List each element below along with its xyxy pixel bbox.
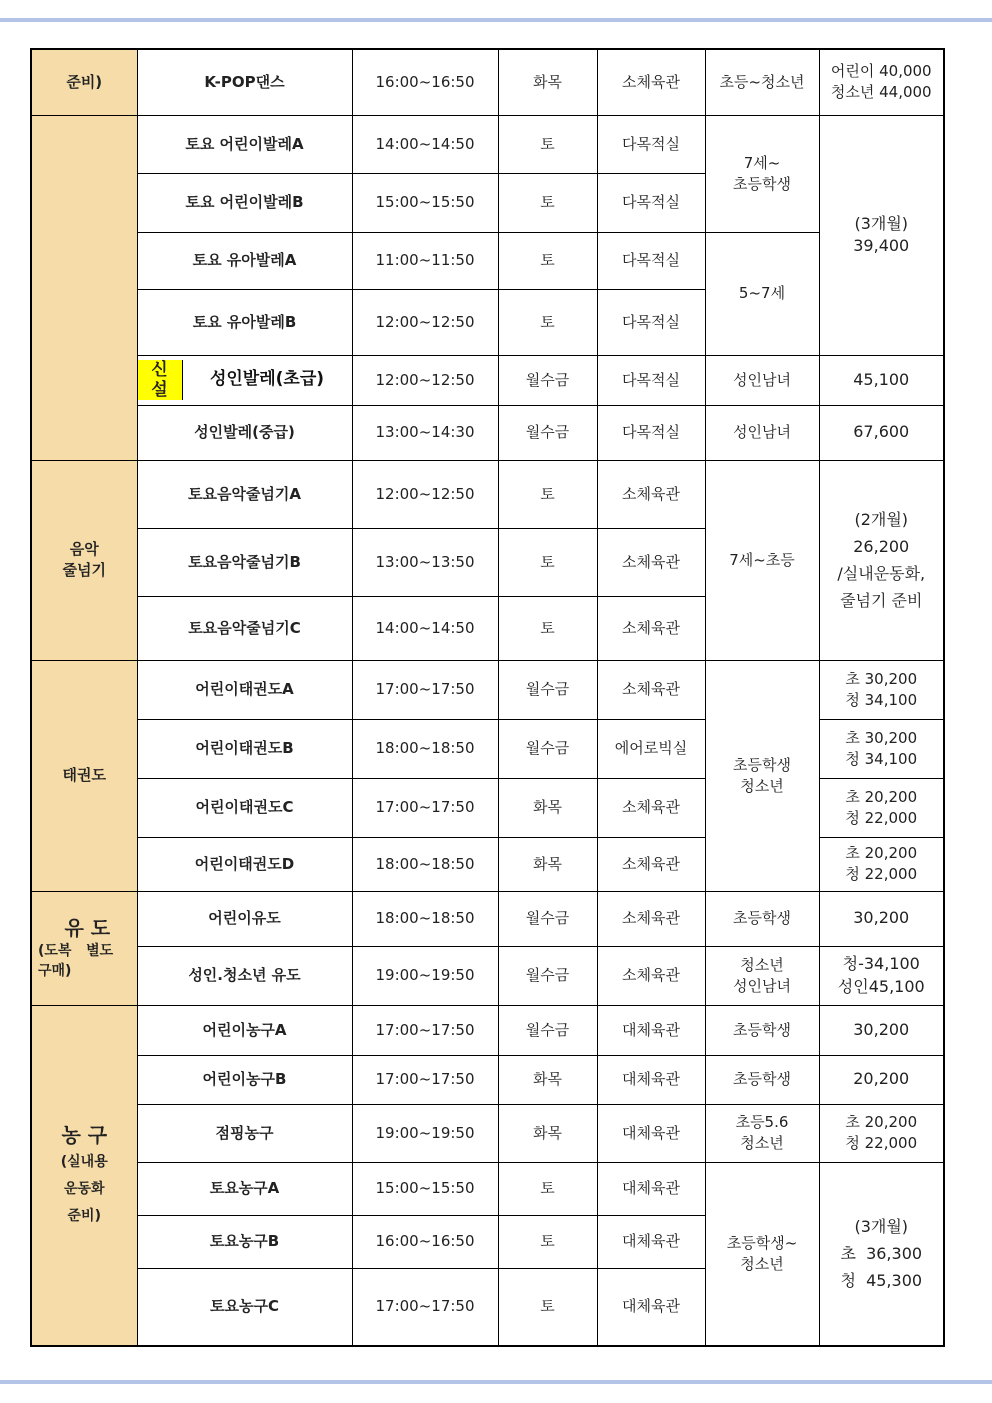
table-row	[31, 115, 944, 173]
target-line: 7세~	[743, 153, 781, 172]
table-row	[31, 232, 944, 289]
fee-cell: 45,100	[819, 355, 944, 405]
table-row	[31, 1162, 944, 1215]
program-name: 어린이태권도B	[137, 719, 352, 778]
day-cell: 월수금	[498, 946, 597, 1005]
category-cell: 태권도	[31, 660, 137, 891]
program-name: 성인발레(중급)	[137, 405, 352, 460]
target-line: 초등학생	[733, 174, 791, 193]
day-cell: 토	[498, 460, 597, 528]
time-cell: 17:00~17:50	[352, 778, 498, 837]
program-name: 토요농구A	[137, 1162, 352, 1215]
place-cell: 대체육관	[597, 1162, 705, 1215]
time-cell: 17:00~17:50	[352, 1055, 498, 1104]
table-row	[31, 355, 944, 405]
place-cell: 소체육관	[597, 946, 705, 1005]
program-schedule-table	[30, 48, 945, 1347]
day-cell: 토	[498, 289, 597, 355]
time-cell: 19:00~19:50	[352, 1104, 498, 1162]
category-line: (실내용	[60, 1154, 108, 1171]
place-cell: 다목적실	[597, 115, 705, 173]
day-cell: 월수금	[498, 1005, 597, 1055]
program-name: 어린이유도	[137, 891, 352, 946]
fee-line: 청 45,300	[840, 1271, 923, 1291]
time-cell: 12:00~12:50	[352, 460, 498, 528]
place-cell: 소체육관	[597, 778, 705, 837]
day-cell: 화목	[498, 49, 597, 115]
place-cell: 다목적실	[597, 289, 705, 355]
place-cell: 에어로빅실	[597, 719, 705, 778]
category-line: 준비)	[67, 1207, 101, 1224]
new-badge-char: 신	[151, 359, 168, 380]
place-cell: 대체육관	[597, 1104, 705, 1162]
time-cell: 13:00~14:30	[352, 405, 498, 460]
fee-cell: 20,200	[819, 1055, 944, 1104]
day-cell: 월수금	[498, 891, 597, 946]
target-line: 청소년	[740, 1134, 784, 1152]
day-cell: 토	[498, 596, 597, 660]
day-cell: 월수금	[498, 719, 597, 778]
place-cell: 소체육관	[597, 460, 705, 528]
target-line: 성인남녀	[733, 976, 791, 995]
category-cell	[31, 891, 137, 1005]
new-badge	[138, 360, 183, 401]
day-cell: 화목	[498, 778, 597, 837]
time-cell: 14:00~14:50	[352, 115, 498, 173]
day-cell: 토	[498, 173, 597, 232]
target-line: 청소년	[740, 1254, 784, 1273]
place-cell: 소체육관	[597, 528, 705, 596]
place-cell: 대체육관	[597, 1055, 705, 1104]
program-name: 성인.청소년 유도	[137, 946, 352, 1005]
target-cell: 성인남녀	[705, 355, 819, 405]
fee-cell	[819, 778, 944, 837]
table-row	[31, 1055, 944, 1104]
fee-cell	[819, 660, 944, 719]
place-cell: 대체육관	[597, 1005, 705, 1055]
page-frame-bottom	[0, 1380, 992, 1384]
time-cell: 12:00~12:50	[352, 355, 498, 405]
place-cell: 소체육관	[597, 660, 705, 719]
time-cell: 14:00~14:50	[352, 596, 498, 660]
category-cell-ballet	[31, 115, 137, 460]
category-line: (도복 별도	[38, 943, 114, 960]
fee-line: 39,400	[853, 236, 910, 255]
table-row	[31, 1005, 944, 1055]
program-name: 토요 유아발레B	[137, 289, 352, 355]
program-name: 어린이태권도C	[137, 778, 352, 837]
time-cell: 16:00~16:50	[352, 49, 498, 115]
category-line: 줄넘기	[62, 561, 106, 579]
category-line: 운동화	[63, 1180, 105, 1197]
table-row	[31, 946, 944, 1005]
table-row	[31, 1104, 944, 1162]
program-name: K-POP댄스	[137, 49, 352, 115]
fee-line: 청소년 44,000	[830, 83, 932, 102]
place-cell: 다목적실	[597, 232, 705, 289]
target-line: 초등학생	[733, 755, 791, 774]
day-cell: 토	[498, 1268, 597, 1346]
table-row	[31, 891, 944, 946]
target-cell	[705, 1104, 819, 1162]
category-line: 유 도	[64, 916, 111, 941]
target-cell	[705, 946, 819, 1005]
fee-cell	[819, 719, 944, 778]
target-line: 초등5.6	[735, 1113, 789, 1131]
target-cell: 초등학생	[705, 1055, 819, 1104]
target-cell	[705, 660, 819, 891]
program-name: 토요 어린이발레B	[137, 173, 352, 232]
place-cell: 다목적실	[597, 405, 705, 460]
day-cell: 화목	[498, 837, 597, 891]
program-name: 점핑농구	[137, 1104, 352, 1162]
time-cell: 17:00~17:50	[352, 1268, 498, 1346]
fee-line: 초 30,200	[845, 669, 918, 688]
fee-line: 초 20,200	[845, 844, 918, 862]
time-cell: 17:00~17:50	[352, 660, 498, 719]
fee-line: 초 20,200	[845, 787, 918, 806]
fee-line: 초 36,300	[840, 1244, 923, 1264]
time-cell: 19:00~19:50	[352, 946, 498, 1005]
target-line: 청소년	[740, 955, 784, 974]
day-cell: 토	[498, 528, 597, 596]
program-name: 토요음악줄넘기B	[137, 528, 352, 596]
fee-line: /실내운동화,	[837, 564, 926, 583]
target-cell: 초등학생	[705, 1005, 819, 1055]
fee-cell	[819, 1104, 944, 1162]
place-cell: 소체육관	[597, 596, 705, 660]
target-line: 초등학생~	[726, 1233, 798, 1252]
program-name-cell	[137, 355, 352, 405]
fee-line: 청 22,000	[845, 865, 918, 883]
fee-cell: 30,200	[819, 1005, 944, 1055]
place-cell: 대체육관	[597, 1215, 705, 1268]
day-cell: 월수금	[498, 660, 597, 719]
fee-line: (3개월)	[854, 213, 909, 233]
day-cell: 토	[498, 115, 597, 173]
fee-line: 청 22,000	[845, 1134, 918, 1152]
place-cell: 소체육관	[597, 891, 705, 946]
fee-cell	[819, 837, 944, 891]
day-cell: 화목	[498, 1104, 597, 1162]
target-cell: 7세~초등	[705, 460, 819, 660]
program-name: 어린이농구B	[137, 1055, 352, 1104]
fee-line: 청-34,100	[842, 954, 920, 974]
program-name: 어린이태권도D	[137, 837, 352, 891]
category-line: 구매)	[38, 963, 72, 979]
day-cell: 화목	[498, 1055, 597, 1104]
fee-line: (2개월)	[854, 509, 909, 529]
place-cell: 대체육관	[597, 1268, 705, 1346]
fee-line: 성인45,100	[837, 976, 925, 996]
time-cell: 12:00~12:50	[352, 289, 498, 355]
target-cell	[705, 1162, 819, 1346]
day-cell: 토	[498, 1162, 597, 1215]
table-row	[31, 460, 944, 528]
table-row	[31, 660, 944, 719]
fee-line: (3개월)	[854, 1216, 909, 1236]
fee-cell	[819, 946, 944, 1005]
program-name: 어린이태권도A	[137, 660, 352, 719]
time-cell: 13:00~13:50	[352, 528, 498, 596]
fee-line: 청 34,100	[845, 749, 918, 768]
program-name: 어린이농구A	[137, 1005, 352, 1055]
fee-line: 어린이 40,000	[830, 62, 932, 81]
day-cell: 월수금	[498, 405, 597, 460]
time-cell: 17:00~17:50	[352, 1005, 498, 1055]
time-cell: 15:00~15:50	[352, 173, 498, 232]
program-name: 토요음악줄넘기C	[137, 596, 352, 660]
fee-line: 초 30,200	[845, 728, 918, 747]
fee-line: 청 34,100	[845, 690, 918, 709]
time-cell: 18:00~18:50	[352, 837, 498, 891]
time-cell: 18:00~18:50	[352, 719, 498, 778]
target-cell: 성인남녀	[705, 405, 819, 460]
fee-cell: 30,200	[819, 891, 944, 946]
new-badge-char: 설	[151, 380, 168, 400]
category-line: 음악	[69, 540, 99, 558]
place-cell: 다목적실	[597, 173, 705, 232]
program-name: 토요 유아발레A	[137, 232, 352, 289]
time-cell: 15:00~15:50	[352, 1162, 498, 1215]
place-cell: 소체육관	[597, 49, 705, 115]
table-row	[31, 405, 944, 460]
category-cell: 준비)	[31, 49, 137, 115]
target-cell: 초등학생	[705, 891, 819, 946]
place-cell: 다목적실	[597, 355, 705, 405]
program-name: 토요농구B	[137, 1215, 352, 1268]
day-cell: 월수금	[498, 355, 597, 405]
fee-cell	[819, 115, 944, 355]
category-line: 농 구	[61, 1123, 108, 1148]
day-cell: 토	[498, 1215, 597, 1268]
program-name: 토요음악줄넘기A	[137, 460, 352, 528]
program-name: 성인발레(초급)	[209, 369, 325, 390]
time-cell: 11:00~11:50	[352, 232, 498, 289]
page-frame-top	[0, 18, 992, 22]
target-cell: 초등~청소년	[705, 49, 819, 115]
target-cell: 5~7세	[705, 232, 819, 355]
category-cell	[31, 1005, 137, 1346]
target-cell	[705, 115, 819, 232]
fee-cell	[819, 1162, 944, 1346]
target-line: 청소년	[740, 776, 784, 795]
category-cell	[31, 460, 137, 660]
time-cell: 16:00~16:50	[352, 1215, 498, 1268]
fee-cell	[819, 49, 944, 115]
day-cell: 토	[498, 232, 597, 289]
fee-line: 청 22,000	[845, 808, 918, 827]
fee-line: 줄넘기 준비	[840, 591, 923, 611]
program-name: 토요농구C	[137, 1268, 352, 1346]
fee-cell: 67,600	[819, 405, 944, 460]
program-name: 토요 어린이발레A	[137, 115, 352, 173]
fee-line: 초 20,200	[845, 1113, 918, 1131]
fee-line: 26,200	[853, 536, 910, 556]
time-cell: 18:00~18:50	[352, 891, 498, 946]
fee-cell	[819, 460, 944, 660]
place-cell: 소체육관	[597, 837, 705, 891]
table-row	[31, 49, 944, 115]
